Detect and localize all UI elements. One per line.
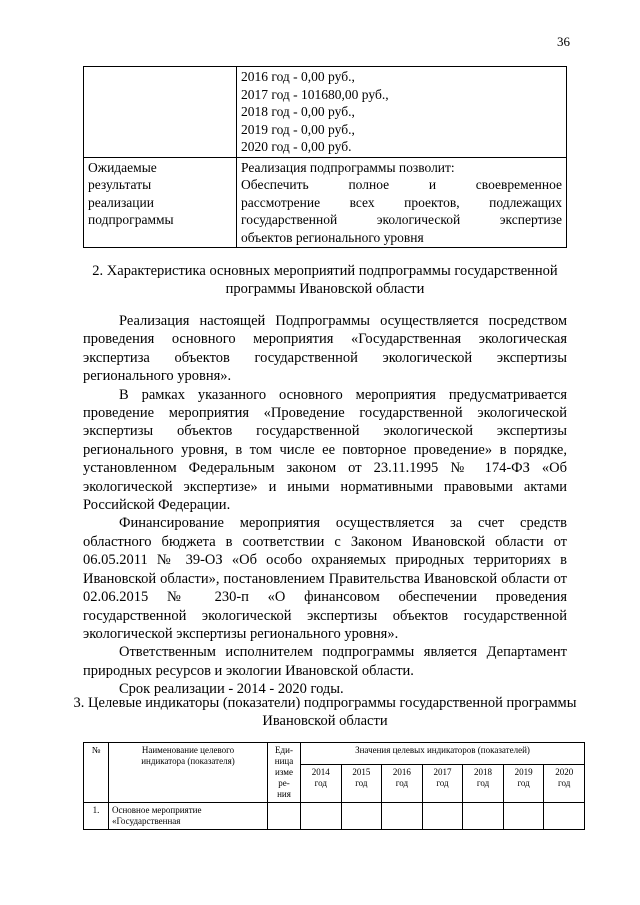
section-2-body xyxy=(83,312,567,699)
funding-line: 2016 год - 0,00 руб., xyxy=(241,69,355,84)
label-line: реализации xyxy=(88,194,154,210)
funding-cell xyxy=(237,67,567,158)
label-line: Ожидаемые xyxy=(88,159,157,175)
year-cell: 2017 год xyxy=(422,765,463,803)
col-name-header xyxy=(109,743,268,803)
header-line: Наименование целевого xyxy=(141,745,235,755)
section-2-title: 2. Характеристика основных мероприятий подпрограммы государственной программы Ивановской области xyxy=(92,263,558,297)
header-line: изме xyxy=(275,767,293,777)
row-value xyxy=(463,803,504,830)
header-line: ния xyxy=(277,789,291,799)
funding-line: 2020 год - 0,00 руб. xyxy=(241,139,352,154)
results-line: объектов регионального уровня xyxy=(241,229,424,245)
row-value xyxy=(382,803,423,830)
expected-results-label xyxy=(84,157,237,248)
page-number: 36 xyxy=(557,34,570,49)
col-values-header: Значения целевых индикаторов (показателей) xyxy=(301,743,585,765)
label-line: подпрограммы xyxy=(88,212,174,227)
funding-line: 2019 год - 0,00 руб., xyxy=(241,121,355,137)
row-value xyxy=(503,803,544,830)
results-line: Обеспечить полное и своевременное xyxy=(241,177,562,192)
row-name xyxy=(109,803,268,830)
paragraph: Ответственным исполнителем подпрограммы является Департамент природных ресурсов и экологии Ивановской области. xyxy=(83,644,567,679)
paragraph: Финансирование мероприятия осуществляется за счет средств областного бюджета в соответствии с Законом Ивановской области от 06.05.2011 № 39-ОЗ «Об особо охраняемых природных территориях в Ивановской области», постановлением Правительства Ивановской области от 02.06.2015 № 230-п «О финансовом обеспечении проведения государственной экологической экспертизы объектов государственной экологической экспертизы регионального уровня». xyxy=(83,515,567,642)
section-3-title: 3. Целевые индикаторы (показатели) подпрограммы государственной программы Ивановской области xyxy=(73,695,577,729)
row-number: 1. xyxy=(84,803,109,830)
col-number-header: № xyxy=(84,743,109,803)
col-unit-header xyxy=(268,743,301,803)
row-value xyxy=(341,803,382,830)
year-cell: 2016 год xyxy=(382,765,423,803)
funding-line: 2017 год - 101680,00 руб., xyxy=(241,86,389,102)
row-value xyxy=(544,803,585,830)
results-line: рассмотрение всех проектов, подлежащих xyxy=(241,194,562,210)
label-line: результаты xyxy=(88,177,152,192)
header-row xyxy=(84,743,585,765)
expected-results-row xyxy=(84,157,567,248)
funding-line: 2018 год - 0,00 руб., xyxy=(241,104,355,119)
header-line: индикатора (показателя) xyxy=(141,756,235,766)
year-cell: 2019 год xyxy=(503,765,544,803)
results-intro: Реализация подпрограммы позволит: xyxy=(241,159,455,175)
table-row xyxy=(84,803,585,830)
header-line: ница xyxy=(274,756,294,766)
row-unit xyxy=(268,803,301,830)
subprogram-passport-table xyxy=(83,66,567,248)
year-cell: 2018 год xyxy=(463,765,504,803)
paragraph: Срок реализации - 2014 - 2020 годы. xyxy=(119,681,344,698)
row-value xyxy=(301,803,342,830)
indicators-table xyxy=(83,742,585,830)
year-cell: 2020 год xyxy=(544,765,585,803)
row-name-line: Основное мероприятие xyxy=(112,805,202,815)
funding-row xyxy=(84,67,567,158)
row-value xyxy=(422,803,463,830)
header-line: ре- xyxy=(278,778,290,788)
year-cell: 2014 год xyxy=(301,765,342,803)
empty-label-cell xyxy=(84,67,237,158)
header-line: Еди- xyxy=(275,745,293,755)
expected-results-text xyxy=(237,157,567,248)
year-cell: 2015 год xyxy=(341,765,382,803)
paragraph: Реализация настоящей Подпрограммы осуществляется посредством проведения основного мероприятия «Государственная экологическая экспертиза объектов государственной экологической экспертизы регионального уровня». xyxy=(83,313,567,385)
results-line: государственной экологической экспертизе xyxy=(241,212,562,227)
paragraph: В рамках указанного основного мероприятия предусматривается проведение мероприятия «Проведение государственной экологической экспертизы объектов государственной экологической экспертизы регионального уровня, в том числе ее повторное проведение» в порядке, установленном Федеральным законом от 23.11.1995 № 174-ФЗ «Об экологической экспертизе» и иными нормативными правовыми актами Российской Федерации. xyxy=(83,386,567,514)
row-name-line: «Государственная xyxy=(112,816,181,826)
